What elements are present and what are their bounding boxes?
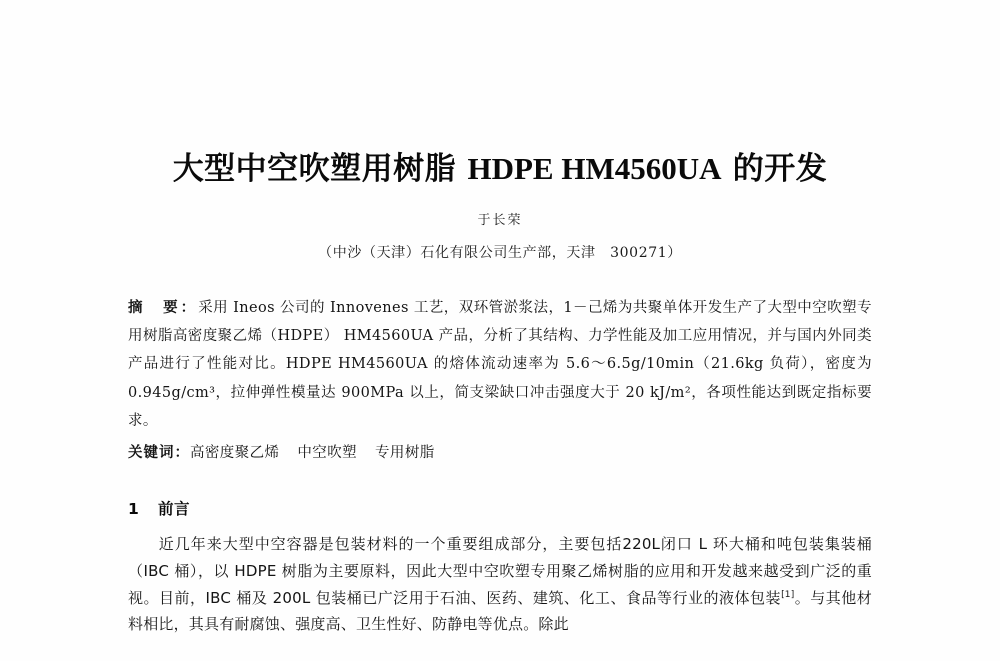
abstract-label: 摘 要： [128, 298, 199, 316]
paragraph-text-part1: 近几年来大型中空容器是包装材料的一个重要组成部分，主要包括220L闭口 L 环大桶和吨包装集装桶（IBC 桶），以 HDPE 树脂为主要原料，因此大型中空吹塑专用聚乙烯树脂的应用和开发越来越受到广泛的重视。目前，IBC 桶及 200L 包装桶已广泛用于石油、医药、建筑、化工、食品等行业的液体包装 [128, 535, 872, 607]
abstract-body: 采用 Ineos 公司的 Innovenes 工艺，双环管淤浆法，1－己烯为共聚单体开发生产了大型中空吹塑专用树脂高密度聚乙烯（HDPE） HM4560UA 产品，分析了其结构、力学性能及加工应用情况，并与国内外同类产品进行了性能对比。HDPE HM4560UA 的熔体流动速率为 5.6～6.5g/10min（21.6kg 负荷），密度为 0.945g/cm³，拉伸弹性模量达 900MPa 以上，简支梁缺口冲击强度大于 20 kJ/m²，各项性能达到既定指标要求。 [128, 299, 873, 429]
title-cn-prefix: 大型中空吹塑用树脂 [172, 151, 468, 187]
section-number: 1 [128, 500, 140, 519]
title-cn-suffix: 的开发 [721, 151, 828, 187]
keywords-label: 关键词： [128, 444, 190, 462]
author-affiliation: （中沙（天津）石化有限公司生产部，天津 300271） [318, 244, 682, 261]
keyword-item: 中空吹塑 [297, 445, 358, 462]
keyword-item: 专用树脂 [375, 445, 435, 462]
paragraph-text-part2: 。与其他材料相比，其具有耐腐蚀、强度高、卫生性好、防静电等优点。除此 [128, 588, 872, 634]
title-latin: HDPE HM4560UA [467, 151, 722, 186]
body-paragraph [128, 519, 872, 638]
section-title: 前言 [158, 500, 191, 519]
page-title [128, 0, 872, 189]
keywords-line [128, 435, 872, 467]
citation-reference: [1] [781, 589, 795, 600]
author-name: 于长荣 [477, 212, 523, 228]
abstract-paragraph [128, 262, 872, 435]
section-heading [128, 467, 872, 519]
keyword-item: 高密度聚乙烯 [190, 445, 280, 462]
